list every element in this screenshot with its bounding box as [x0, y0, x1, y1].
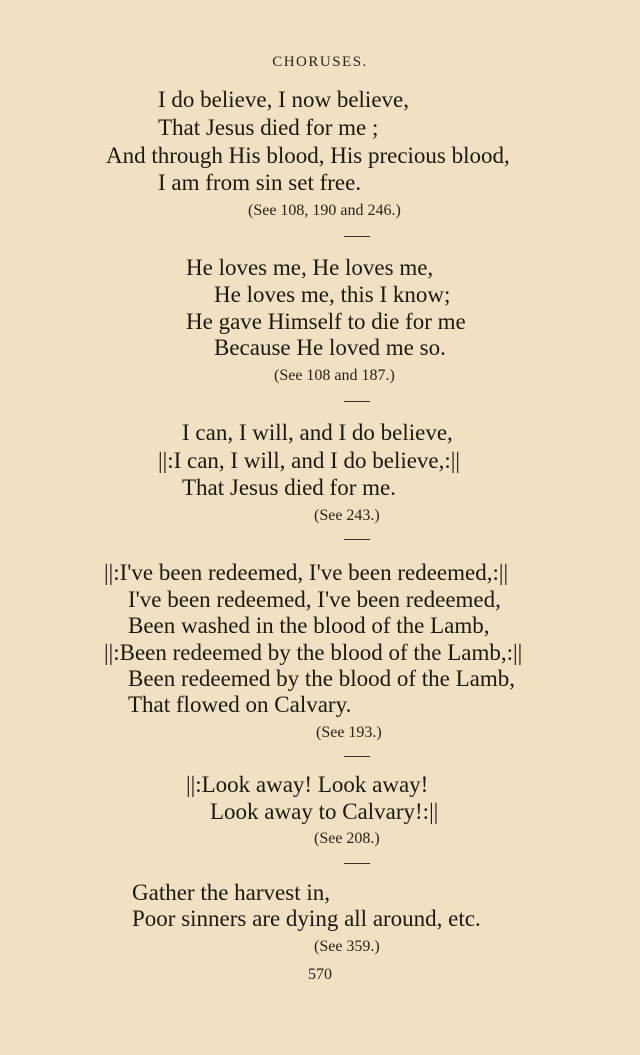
- chorus-3-line-2: ||:I can, I will, and I do believe,:||: [158, 448, 460, 473]
- divider-rule: [344, 756, 370, 757]
- chorus-3-line-1: I can, I will, and I do believe,: [182, 420, 453, 445]
- chorus-5-reference: (See 208.): [314, 830, 380, 847]
- chorus-4-line-2: I've been redeemed, I've been redeemed,: [128, 587, 501, 612]
- chorus-4-line-4: ||:Been redeemed by the blood of the Lamb,:||: [104, 640, 523, 665]
- chorus-2-line-3: He gave Himself to die for me: [186, 309, 466, 334]
- chorus-1-reference: (See 108, 190 and 246.): [248, 202, 401, 219]
- chorus-4-reference: (See 193.): [316, 724, 382, 741]
- chorus-2-line-4: Because He loved me so.: [214, 335, 446, 360]
- page-header: CHORUSES.: [272, 54, 368, 70]
- chorus-2-reference: (See 108 and 187.): [274, 367, 395, 384]
- divider-rule: [344, 863, 370, 864]
- chorus-2-line-1: He loves me, He loves me,: [186, 255, 434, 280]
- page-number: 570: [308, 966, 332, 983]
- chorus-6-line-2: Poor sinners are dying all around, etc.: [132, 906, 481, 931]
- chorus-5-line-1: ||:Look away! Look away!: [186, 772, 429, 797]
- chorus-3-reference: (See 243.): [314, 507, 380, 524]
- chorus-1-line-3: And through His blood, His precious blood,: [106, 143, 510, 168]
- divider-rule: [344, 539, 370, 540]
- chorus-6-reference: (See 359.): [314, 938, 380, 955]
- chorus-4-line-3: Been washed in the blood of the Lamb,: [128, 613, 490, 638]
- divider-rule: [344, 236, 370, 237]
- chorus-1-line-1: I do believe, I now believe,: [158, 87, 409, 112]
- chorus-4-line-1: ||:I've been redeemed, I've been redeemed,:||: [104, 560, 509, 585]
- chorus-6-line-1: Gather the harvest in,: [132, 880, 330, 905]
- chorus-2-line-2: He loves me, this I know;: [214, 282, 451, 307]
- chorus-5-line-2: Look away to Calvary!:||: [210, 799, 439, 824]
- divider-rule: [344, 401, 370, 402]
- chorus-1-line-4: I am from sin set free.: [158, 170, 362, 195]
- chorus-4-line-6: That flowed on Calvary.: [128, 692, 352, 717]
- chorus-3-line-3: That Jesus died for me.: [182, 475, 396, 500]
- chorus-1-line-2: That Jesus died for me ;: [158, 115, 379, 140]
- chorus-4-line-5: Been redeemed by the blood of the Lamb,: [128, 666, 516, 691]
